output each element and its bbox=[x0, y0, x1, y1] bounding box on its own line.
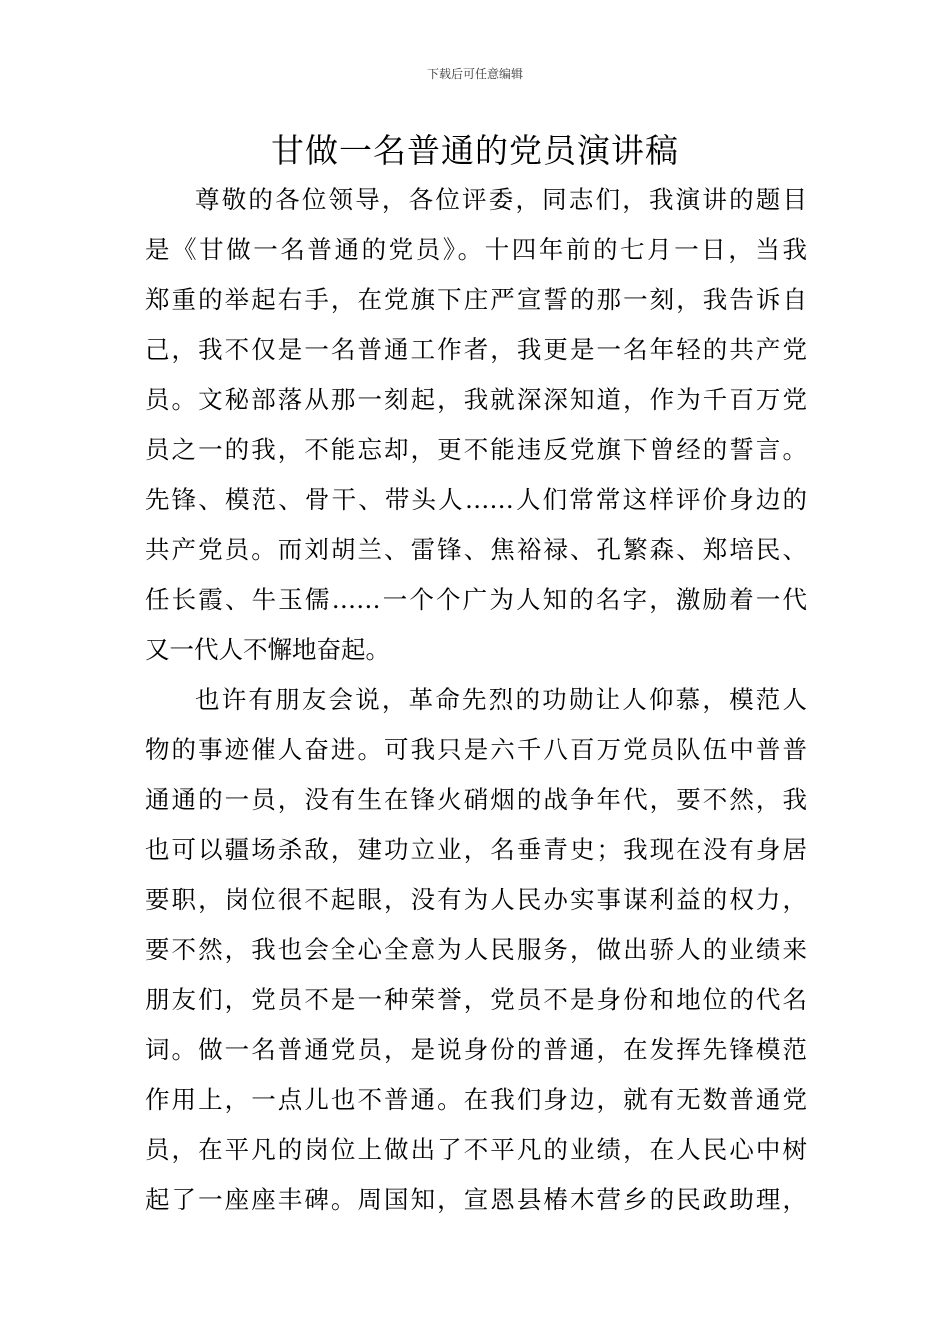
paragraph-line: 物的事迹催人奋进。可我只是六千八百万党员队伍中普普 bbox=[145, 735, 807, 764]
paragraph-line: 任长霞、牛玉儒……一个个广为人知的名字，激励着一代 bbox=[145, 585, 807, 614]
paragraph-line: 又一代人不懈地奋起。 bbox=[145, 635, 390, 664]
paragraph-1 bbox=[145, 175, 807, 675]
paragraph-line: 也许有朋友会说，革命先烈的功勋让人仰慕，模范人 bbox=[195, 685, 807, 714]
paragraph-line: 员，在平凡的岗位上做出了不平凡的业绩，在人民心中树 bbox=[145, 1135, 807, 1164]
paragraph-line: 也可以疆场杀敌，建功立业，名垂青史；我现在没有身居 bbox=[145, 835, 807, 864]
paragraph-line: 员。文秘部落从那一刻起，我就深深知道，作为千百万党 bbox=[145, 385, 807, 414]
paragraph-line: 郑重的举起右手，在党旗下庄严宣誓的那一刻，我告诉自 bbox=[145, 285, 807, 314]
paragraph-line: 己，我不仅是一名普通工作者，我更是一名年轻的共产党 bbox=[145, 335, 807, 364]
paragraph-line: 是《甘做一名普通的党员》。十四年前的七月一日，当我 bbox=[145, 235, 807, 264]
paragraph-line: 员之一的我，不能忘却，更不能违反党旗下曾经的誓言。 bbox=[145, 435, 807, 464]
paragraph-line: 朋友们，党员不是一种荣誉，党员不是身份和地位的代名 bbox=[145, 985, 807, 1014]
document-title: 甘做一名普通的党员演讲稿 bbox=[271, 131, 679, 170]
paragraph-line: 起了一座座丰碑。周国知，宣恩县椿木营乡的民政助理， bbox=[145, 1185, 807, 1214]
paragraph-line: 要不然，我也会全心全意为人民服务，做出骄人的业绩来 bbox=[145, 935, 807, 964]
paragraph-2 bbox=[145, 675, 807, 1225]
paragraph-line: 作用上，一点儿也不普通。在我们身边，就有无数普通党 bbox=[145, 1085, 807, 1114]
paragraph-line: 先锋、模范、骨干、带头人……人们常常这样评价身边的 bbox=[145, 485, 807, 514]
header-note: 下载后可任意编辑 bbox=[426, 67, 523, 81]
paragraph-line: 共产党员。而刘胡兰、雷锋、焦裕禄、孔繁森、郑培民、 bbox=[145, 535, 807, 564]
paragraph-line: 尊敬的各位领导，各位评委，同志们，我演讲的题目 bbox=[195, 185, 807, 214]
paragraph-line: 通通的一员，没有生在锋火硝烟的战争年代，要不然，我 bbox=[145, 785, 807, 814]
paragraph-line: 要职，岗位很不起眼，没有为人民办实事谋利益的权力， bbox=[145, 885, 807, 914]
paragraph-line: 词。做一名普通党员，是说身份的普通，在发挥先锋模范 bbox=[145, 1035, 807, 1064]
